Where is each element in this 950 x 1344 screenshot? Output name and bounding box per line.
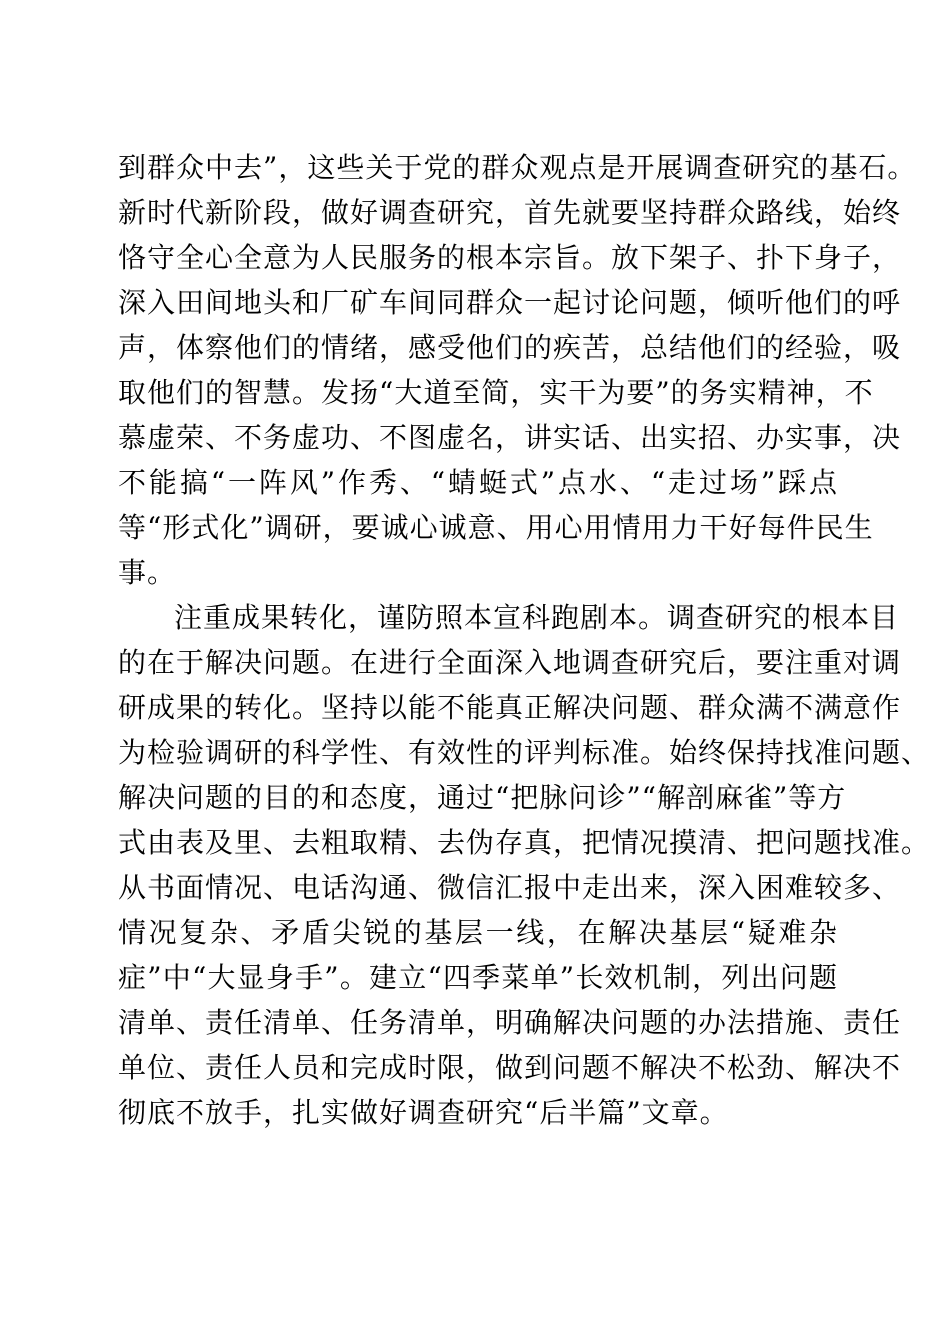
- text-line: 单位、责任人员和完成时限，做到问题不解决不松劲、解决不: [118, 1051, 902, 1084]
- text-line: 慕虚荣、不务虚功、不图虚名，讲实话、出实招、办实事，决: [118, 421, 902, 454]
- text-line: 症”中“大显身手”。建立“四季菜单”长效机制，列出问题: [118, 961, 838, 994]
- text-line: 清单、责任清单、任务清单，明确解决问题的办法措施、责任: [118, 1006, 902, 1039]
- text-line: 彻底不放手，扎实做好调查研究“后半篇”文章。: [118, 1096, 729, 1129]
- text-line: 解决问题的目的和态度，通过“把脉问诊”“解剖麻雀”等方: [118, 781, 847, 814]
- text-line: 的在于解决问题。在进行全面深入地调查研究后，要注重对调: [118, 646, 902, 679]
- text-line: 研成果的转化。坚持以能不能真正解决问题、群众满不满意作: [118, 691, 902, 724]
- text-line: 为检验调研的科学性、有效性的评判标准。始终保持找准问题、: [118, 736, 931, 769]
- text-line: 式由表及里、去粗取精、去伪存真，把情况摸清、把问题找准。: [118, 826, 931, 859]
- text-line: 取他们的智慧。发扬“大道至简，实干为要”的务实精神，不: [118, 376, 874, 409]
- text-line: 新时代新阶段，做好调查研究，首先就要坚持群众路线，始终: [118, 196, 902, 229]
- text-line: 从书面情况、电话沟通、微信汇报中走出来，深入困难较多、: [118, 871, 902, 904]
- text-line: 到群众中去”，这些关于党的群众观点是开展调查研究的基石。: [118, 151, 917, 184]
- body-text: [118, 145, 931, 1135]
- text-line: 事。: [118, 556, 177, 589]
- text-line: 恪守全心全意为人民服务的根本宗旨。放下架子、扑下身子，: [118, 241, 902, 274]
- paragraph-start-line: 注重成果转化，谨防照本宣科跑剧本。调查研究的根本目: [174, 601, 900, 634]
- text-line: 等“形式化”调研，要诚心诚意、用心用情用力干好每件民生: [118, 511, 874, 544]
- text-line: 不能搞“一阵风”作秀、“蜻蜓式”点水、“走过场”踩点: [118, 466, 838, 499]
- text-line: 情况复杂、矛盾尖锐的基层一线，在解决基层“疑难杂: [118, 916, 838, 949]
- text-line: 声，体察他们的情绪，感受他们的疾苦，总结他们的经验，吸: [118, 331, 902, 364]
- text-line: 深入田间地头和厂矿车间同群众一起讨论问题，倾听他们的呼: [118, 286, 902, 319]
